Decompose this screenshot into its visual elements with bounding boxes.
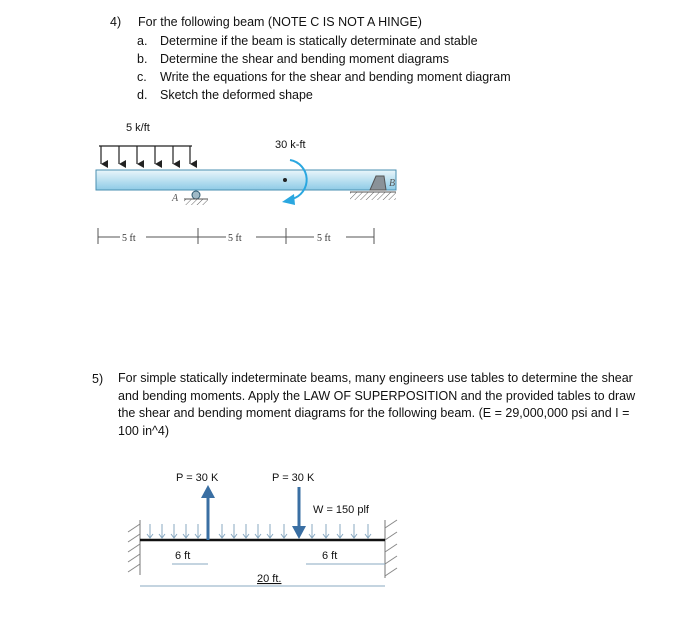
support-a-label: A — [172, 193, 179, 204]
support-b-label: B — [389, 178, 396, 189]
dim-label-2: 5 ft — [228, 233, 242, 244]
item-c-text: Write the equations for the shear and bending moment diagram — [160, 70, 511, 84]
dim-label-1: 5 ft — [122, 233, 136, 244]
problem-4-number: 4) — [110, 15, 122, 29]
distributed-load-w-label: W = 150 plf — [313, 504, 369, 516]
beam-4 — [96, 170, 396, 190]
item-d-letter: d. — [137, 88, 148, 102]
item-b-text: Determine the shear and bending moment diagrams — [160, 52, 450, 66]
distributed-load-arrows — [101, 146, 190, 164]
point-c — [283, 178, 287, 182]
distributed-load-label: 5 k/ft — [126, 122, 150, 134]
item-b-letter: b. — [137, 52, 148, 66]
point-load-down-arrow-icon — [292, 487, 306, 539]
item-c-letter: c. — [137, 70, 147, 84]
item-a-letter: a. — [137, 34, 148, 48]
problem-4-heading: For the following beam (NOTE C IS NOT A HINGE) — [138, 15, 422, 29]
dim-total-label: 20 ft. — [257, 573, 282, 585]
problem-5-text: For simple statically indeterminate beams, many engineers use tables to determine the shear and bending moments. Apply the LAW OF SUPERPOSITION and the provided tables to draw the shear and bending moment diagrams for the following beam. (E = 29,000,000 psi and I = 100 in^4) — [118, 371, 636, 438]
support-a-icon — [184, 191, 208, 205]
right-wall-icon — [385, 520, 397, 578]
item-a-text: Determine if the beam is statically determinate and stable — [160, 34, 478, 48]
item-d-text: Sketch the deformed shape — [160, 88, 313, 102]
point-load-2-label: P = 30 K — [272, 472, 315, 484]
dim-right-label: 6 ft — [322, 550, 338, 562]
left-wall-icon — [128, 520, 140, 575]
dim-left-label: 6 ft — [175, 550, 191, 562]
problem-5-number: 5) — [92, 372, 104, 386]
distributed-load-w-arrows — [147, 524, 371, 538]
dim-label-3: 5 ft — [317, 233, 331, 244]
point-load-up-arrow-icon — [201, 485, 215, 540]
moment-arrowhead-icon — [282, 194, 295, 205]
moment-label: 30 k-ft — [275, 139, 306, 151]
point-load-1-label: P = 30 K — [176, 472, 219, 484]
